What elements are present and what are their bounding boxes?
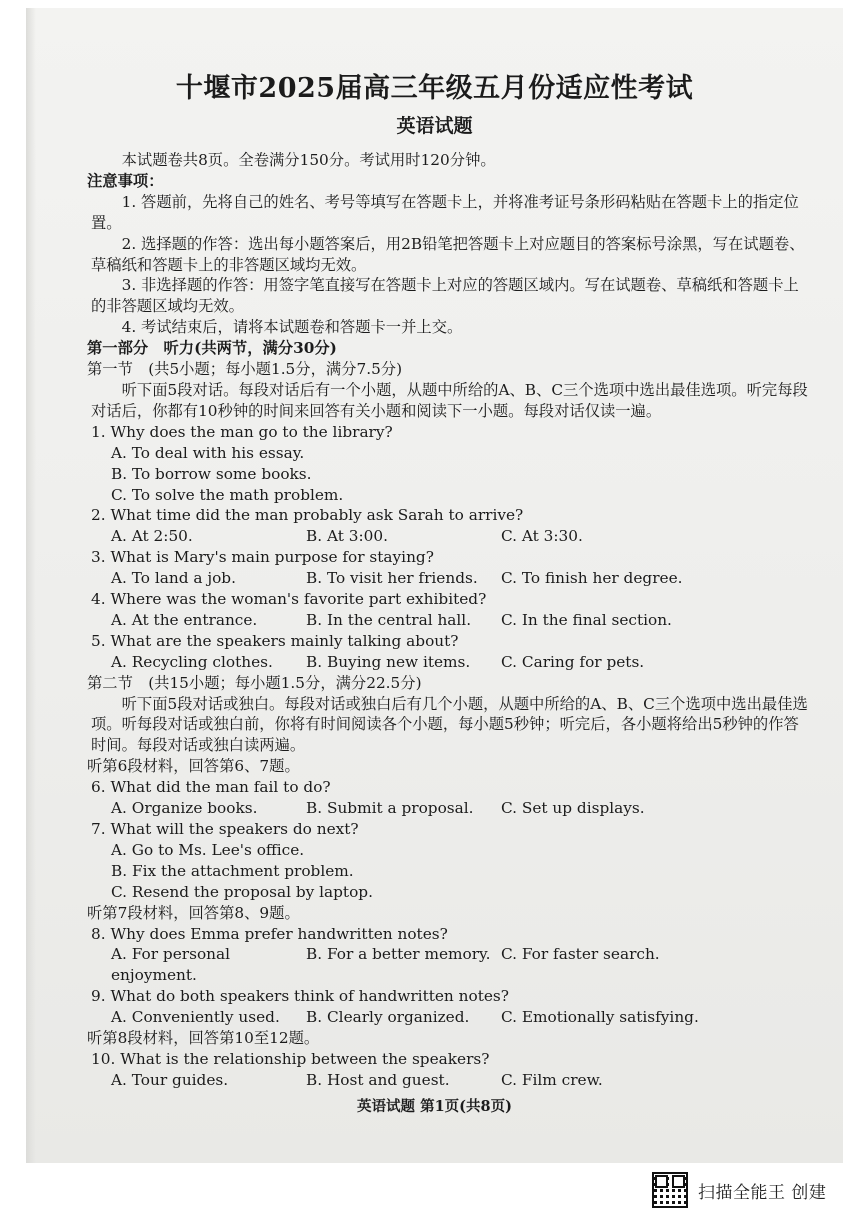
section2-instruction: 听下面5段对话或独白。每段对话或独白后有几个小题，从题中所给的A、B、C三个选项中选出最佳选项。听每段对话或独白前，你将有时间阅读各个小题，每小题5秒钟；听完后，各小题将给出5秒钟的作答时间。每段对话或独白读两遍。 — [91, 694, 808, 755]
exam-content — [87, 150, 813, 1091]
question-stem: 1. Why does the man go to the library? — [91, 422, 393, 441]
question-stem: 7. What will the speakers do next? — [91, 820, 359, 838]
option-a: A. At the entrance. — [111, 610, 258, 629]
option-c: C. For faster search. — [501, 945, 660, 964]
page-footer: 英语试题 第1页(共8页) — [357, 1098, 512, 1115]
question-8 — [91, 924, 813, 987]
note-item: 3. 非选择题的作答：用签字笔直接写在答题卡上对应的答题区域内。写在试题卷、草稿纸和答题卡上的非答题区域均无效。 — [91, 276, 799, 316]
scanner-label: 扫描全能王 创建 — [698, 1182, 827, 1203]
question-stem: 8. Why does Emma prefer handwritten notes? — [91, 924, 448, 943]
note-item: 2. 选择题的作答：选出每小题答案后，用2B铅笔把答题卡上对应题目的答案标号涂黑，写在试题卷、草稿纸和答题卡上的非答题区域均无效。 — [91, 234, 805, 274]
option-b: B. To visit her friends. — [306, 569, 478, 588]
qr-code-icon — [652, 1172, 688, 1208]
question-stem: 3. What is Mary's main purpose for staying? — [91, 548, 434, 567]
question-4 — [91, 589, 813, 631]
note-item: 4. 考试结束后，请将本试题卷和答题卡一并上交。 — [121, 318, 463, 337]
question-7 — [91, 819, 813, 903]
option-a: A. To land a job. — [111, 569, 236, 588]
option-a: A. Organize books. — [111, 799, 258, 818]
option-b: B. Clearly organized. — [306, 1008, 470, 1027]
question-9 — [91, 986, 813, 1028]
section1-heading: 第一节 (共5小题；每小题1.5分，满分7.5分) — [87, 360, 403, 379]
option-a: A. Tour guides. — [111, 1070, 229, 1089]
exam-title: 十堰市2025届高三年级五月份适应性考试 — [175, 73, 694, 104]
option-b: B. To borrow some books. — [111, 464, 312, 483]
option-a: A. For personal enjoyment. — [111, 945, 231, 985]
exam-intro: 本试题卷共8页。全卷满分150分。考试用时120分钟。 — [121, 151, 496, 169]
section2-heading: 第二节 (共15小题；每小题1.5分，满分22.5分) — [87, 673, 422, 692]
question-stem: 9. What do both speakers think of handwritten notes? — [91, 987, 509, 1006]
material-6-heading: 听第6段材料，回答第6、7题。 — [87, 757, 300, 776]
question-6 — [91, 777, 813, 819]
part1-heading: 第一部分 听力(共两节，满分30分) — [87, 339, 337, 358]
option-c: C. To finish her degree. — [501, 569, 683, 588]
option-a: A. Conveniently used. — [111, 1008, 280, 1027]
option-b: B. Fix the attachment problem. — [111, 861, 354, 880]
question-1 — [91, 422, 813, 506]
option-b: B. At 3:00. — [306, 527, 388, 546]
question-stem: 10. What is the relationship between the speakers? — [91, 1049, 490, 1068]
option-a: A. At 2:50. — [111, 527, 193, 546]
option-a: A. Recycling clothes. — [111, 652, 273, 671]
option-c: C. Film crew. — [501, 1070, 603, 1089]
question-stem: 6. What did the man fail to do? — [91, 778, 331, 797]
question-2 — [91, 505, 813, 547]
option-c: C. In the final section. — [501, 610, 672, 629]
option-c: C. Emotionally satisfying. — [501, 1008, 699, 1027]
exam-subtitle: 英语试题 — [396, 115, 473, 137]
question-stem: 4. Where was the woman's favorite part exhibited? — [91, 590, 487, 609]
option-c: C. Set up displays. — [501, 799, 645, 818]
option-c: C. To solve the math problem. — [111, 485, 344, 504]
option-c: C. Caring for pets. — [501, 652, 645, 671]
option-b: B. In the central hall. — [306, 610, 472, 629]
option-a: A. To deal with his essay. — [111, 443, 305, 462]
option-b: B. Buying new items. — [306, 652, 471, 671]
section1-instruction: 听下面5段对话。每段对话后有一个小题，从题中所给的A、B、C三个选项中选出最佳选项。听完每段对话后，你都有10秒钟的时间来回答有关小题和阅读下一小题。每段对话仅读一遍。 — [91, 380, 808, 420]
exam-page — [26, 8, 843, 1163]
question-5 — [91, 631, 813, 673]
question-stem: 5. What are the speakers mainly talking about? — [91, 631, 459, 650]
note-item: 1. 答题前，先将自己的姓名、考号等填写在答题卡上，并将准考证号条形码粘贴在答题卡上的指定位置。 — [91, 192, 799, 232]
option-a: A. Go to Ms. Lee's office. — [111, 840, 305, 859]
material-8-heading: 听第8段材料，回答第10至12题。 — [87, 1029, 320, 1048]
option-c: C. At 3:30. — [501, 527, 583, 546]
question-stem: 2. What time did the man probably ask Sarah to arrive? — [91, 506, 524, 525]
notes-heading: 注意事项： — [87, 171, 164, 190]
option-b: B. Submit a proposal. — [306, 799, 474, 818]
scanner-watermark — [652, 1172, 826, 1208]
question-3 — [91, 547, 813, 589]
question-10 — [91, 1049, 813, 1091]
option-c: C. Resend the proposal by laptop. — [111, 882, 373, 901]
option-b: B. For a better memory. — [306, 945, 491, 964]
material-7-heading: 听第7段材料，回答第8、9题。 — [87, 903, 300, 922]
option-b: B. Host and guest. — [306, 1070, 450, 1089]
